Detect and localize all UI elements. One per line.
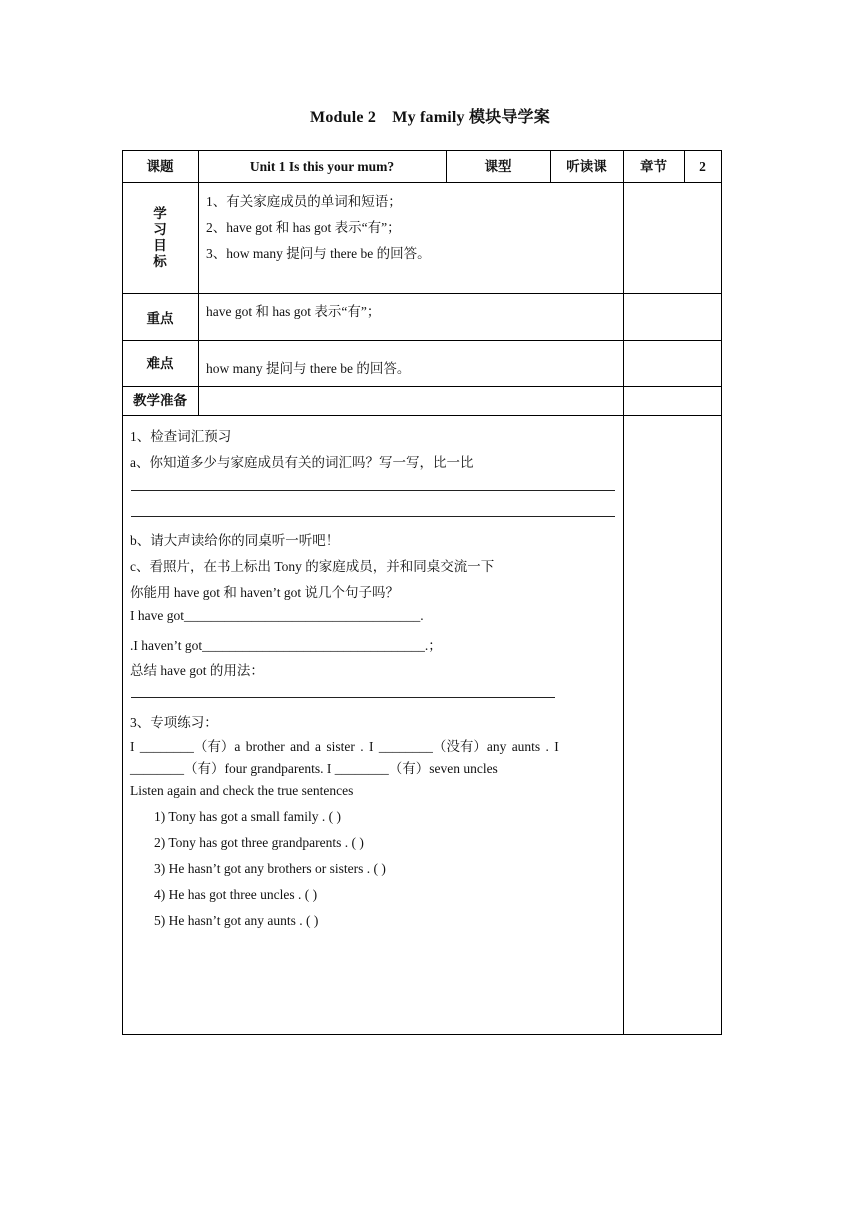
content-line: b、请大声读给你的同桌听一听吧！ (130, 533, 340, 548)
content-line: Listen again and check the true sentences (130, 783, 354, 798)
check-item: 2) Tony has got three grandparents . ( ) (154, 835, 364, 850)
objective-item: 2、have got 和 has got 表示“有”； (206, 220, 401, 235)
objectives-label: 学 习 目 标 (153, 206, 167, 269)
content-line: a、你知道多少与家庭成员有关的词汇吗？写一写，比一比 (130, 455, 474, 470)
objective-item: 3、how many 提问与 there be 的回答。 (206, 246, 431, 261)
key-point-label: 重点 (146, 311, 174, 326)
chapter-value: 2 (699, 159, 706, 174)
difficulty-text: how many 提问与 there be 的回答。 (206, 361, 411, 376)
type-label: 课型 (484, 159, 512, 174)
difficulty-label: 难点 (146, 356, 174, 371)
answer-line (131, 516, 615, 517)
check-item: 3) He hasn’t got any brothers or sisters . ( ) (154, 861, 386, 876)
content-line: 3、专项练习： (130, 715, 218, 730)
preparation-label: 教学准备 (133, 393, 187, 408)
content-line: .I haven’t got_________________________________.； (130, 638, 442, 653)
content-line: I have got___________________________________. (130, 608, 424, 623)
chapter-label: 章节 (640, 159, 667, 174)
content-line: 总结 have got 的用法： (130, 663, 264, 678)
content-line: c、看照片，在书上标出 Tony 的家庭成员，并和同桌交流一下 (130, 559, 495, 574)
topic-value: Unit 1 Is this your mum? (249, 159, 395, 174)
objective-item: 1、有关家庭成员的单词和短语； (206, 194, 402, 209)
check-item: 1) Tony has got a small family . ( ) (154, 809, 342, 824)
answer-line (131, 490, 615, 491)
check-item: 4) He has got three uncles . ( ) (154, 887, 318, 902)
content-line: 你能用 have got 和 haven’t got 说几个句子吗？ (130, 585, 399, 600)
content-line: ________（有）four grandparents. I ________（有）seven uncles (130, 761, 498, 776)
content-line: I ________（有）a brother and a sister . I ________（没有）any aunts . I (130, 739, 559, 754)
answer-line (131, 697, 555, 698)
check-item: 5) He hasn’t got any aunts . ( ) (154, 913, 319, 928)
topic-label: 课题 (146, 159, 174, 174)
page-title: Module 2 My family 模块导学案 (310, 109, 550, 126)
type-value: 听读课 (566, 159, 607, 174)
key-point-text: have got 和 has got 表示“有”； (206, 304, 381, 319)
content-line: 1、检查词汇预习 (130, 429, 232, 444)
